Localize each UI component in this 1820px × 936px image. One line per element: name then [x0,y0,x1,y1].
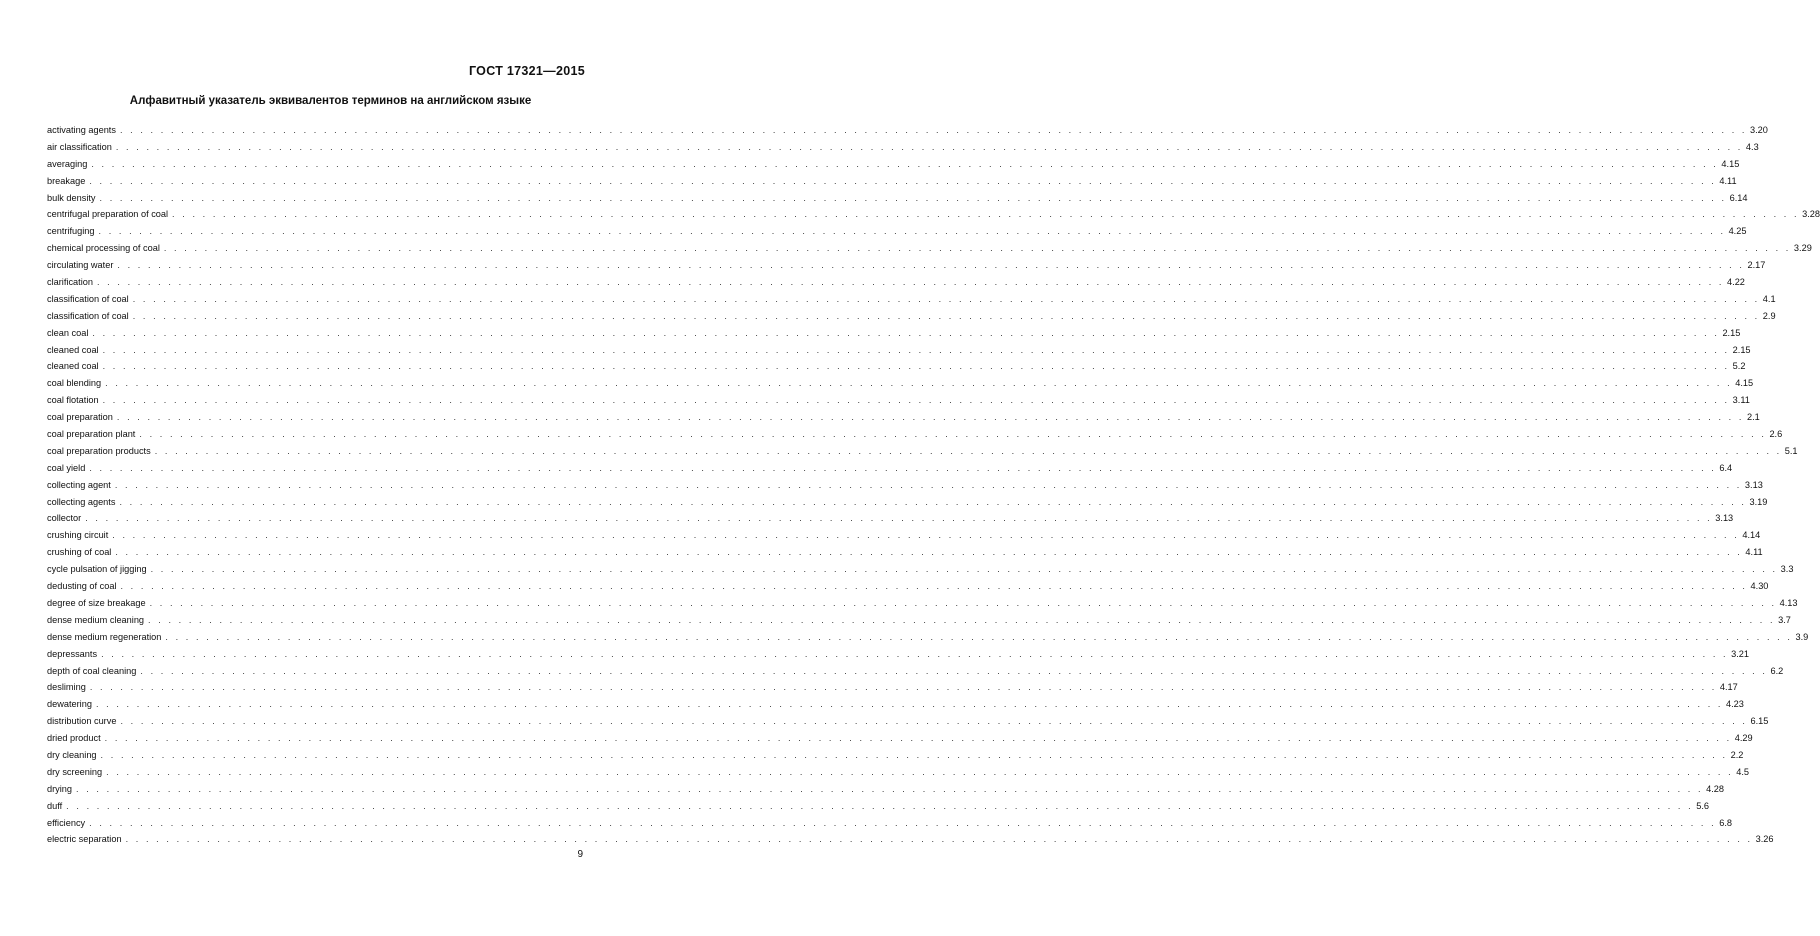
index-reference: 4.14 [1742,530,1761,541]
index-term: collector [47,513,82,524]
index-entry [47,831,1774,848]
index-reference: 5.1 [1784,445,1798,456]
index-term: distribution curve [47,716,117,727]
dot-leader: . . . . . . . . . . . . . . . . . . . . . . . . . . . . . . . . . . . . . . . . . . . . . . . . . . . . . . . . . . . . . . . . . . . . . . . . . . . . . . . . . . . . . . . . . . . . . . . . . . . . . . . . . . . . . . . . . . . . . . . . . . . . . . . . . . . . . . . . . . . . . . . . . . . . . . . . . . . . . . . . [104,733,1732,744]
dot-leader: . . . . . . . . . . . . . . . . . . . . . . . . . . . . . . . . . . . . . . . . . . . . . . . . . . . . . . . . . . . . . . . . . . . . . . . . . . . . . . . . . . . . . . . . . . . . . . . . . . . . . . . . . . . . . . . . . . . . . . . . . . . . . . . . . . . . . . . . . . . . . . . . . . . . . . . . . . . . . . . . [102,344,1730,355]
index-reference: 3.13 [1715,513,1734,524]
index-entry [47,561,1794,578]
index-term: dry screening [47,766,103,777]
index-entry [47,240,1812,257]
dot-leader: . . . . . . . . . . . . . . . . . . . . . . . . . . . . . . . . . . . . . . . . . . . . . . . . . . . . . . . . . . . . . . . . . . . . . . . . . . . . . . . . . . . . . . . . . . . . . . . . . . . . . . . . . . . . . . . . . . . . . . . . . . . . . . . . . . . . . . . . . . . . . . . . . . . . . . . . . . . . . . . . [102,361,1730,372]
index-reference: 6.15 [1750,716,1769,727]
index-reference: 2.2 [1730,749,1744,760]
dot-leader: . . . . . . . . . . . . . . . . . . . . . . . . . . . . . . . . . . . . . . . . . . . . . . . . . . . . . . . . . . . . . . . . . . . . . . . . . . . . . . . . . . . . . . . . . . . . . . . . . . . . . . . . . . . . . . . . . . . . . . . . . . . . . . . . . . . . . . . . . . . . . . . . . . . . . . . . . . . . . . . . [154,445,1782,456]
dot-leader: . . . . . . . . . . . . . . . . . . . . . . . . . . . . . . . . . . . . . . . . . . . . . . . . . . . . . . . . . . . . . . . . . . . . . . . . . . . . . . . . . . . . . . . . . . . . . . . . . . . . . . . . . . . . . . . . . . . . . . . . . . . . . . . . . . . . . . . . . . . . . . . . . . . . . . . . . . . . . . . . [89,175,1717,186]
term-index-list [47,122,1820,848]
index-term: chemical processing of coal [47,243,160,254]
index-term: efficiency [47,817,86,828]
index-term: cleaned coal [47,344,99,355]
index-reference: 2.15 [1722,327,1741,338]
index-reference: 3.20 [1750,125,1768,135]
index-entry [47,291,1776,308]
index-entry [47,612,1791,629]
index-entry [47,663,1784,680]
index-term: bulk density [47,192,96,203]
index-entry [47,122,1768,139]
index-term: breakage [47,175,86,186]
index-reference: 4.25 [1728,226,1747,237]
index-term: electric separation [47,834,122,845]
index-entry [47,392,1750,409]
index-entry [47,190,1748,207]
index-reference: 3.21 [1731,648,1750,659]
index-term: drying [47,783,73,794]
index-reference: 4.15 [1735,378,1754,389]
index-entry [47,747,1744,764]
dot-leader: . . . . . . . . . . . . . . . . . . . . . . . . . . . . . . . . . . . . . . . . . . . . . . . . . . . . . . . . . . . . . . . . . . . . . . . . . . . . . . . . . . . . . . . . . . . . . . . . . . . . . . . . . . . . . . . . . . . . . . . . . . . . . . . . . . . . . . . . . . . . . . . . . . . . . . . . . . . . . . . . [101,648,1729,659]
index-reference: 4.3 [1745,141,1759,152]
index-term: desliming [47,682,86,693]
index-reference: 4.28 [1706,783,1724,794]
dot-leader: . . . . . . . . . . . . . . . . . . . . . . . . . . . . . . . . . . . . . . . . . . . . . . . . . . . . . . . . . . . . . . . . . . . . . . . . . . . . . . . . . . . . . . . . . . . . . . . . . . . . . . . . . . . . . . . . . . . . . . . . . . . . . . . . . . . . . . . . . . . . . . . . . . . . . . . . . . . . . . . . [150,564,1778,575]
index-reference: 3.28 [1802,209,1820,220]
index-reference: 3.3 [1780,564,1794,575]
index-reference: 4.22 [1727,277,1745,288]
index-entry [47,494,1768,511]
index-entry [47,595,1798,612]
dot-leader: . . . . . . . . . . . . . . . . . . . . . . . . . . . . . . . . . . . . . . . . . . . . . . . . . . . . . . . . . . . . . . . . . . . . . . . . . . . . . . . . . . . . . . . . . . . . . . . . . . . . . . . . . . . . . . . . . . . . . . . . . . . . . . . . . . . . . . . . . . . . . . . . . . . . . . . . . . . . . . . . [172,209,1800,220]
dot-leader: . . . . . . . . . . . . . . . . . . . . . . . . . . . . . . . . . . . . . . . . . . . . . . . . . . . . . . . . . . . . . . . . . . . . . . . . . . . . . . . . . . . . . . . . . . . . . . . . . . . . . . . . . . . . . . . . . . . . . . . . . . . . . . . . . . . . . . . . . . . . . . . . . . . . . . . . . . . . . . . . [102,395,1730,406]
index-term: collecting agent [47,479,111,490]
index-reference: 3.29 [1793,243,1812,254]
index-term: coal preparation [47,412,113,423]
dot-leader: . . . . . . . . . . . . . . . . . . . . . . . . . . . . . . . . . . . . . . . . . . . . . . . . . . . . . . . . . . . . . . . . . . . . . . . . . . . . . . . . . . . . . . . . . . . . . . . . . . . . . . . . . . . . . . . . . . . . . . . . . . . . . . . . . . . . . . . . . . . . . . . . . . . . . . . . . . . . . . . . [165,631,1793,642]
index-term: dried product [47,733,101,744]
index-reference: 4.29 [1734,733,1753,744]
index-entry [47,696,1744,713]
index-entry [47,764,1749,781]
index-reference: 2.6 [1769,429,1783,440]
index-entry [47,798,1710,815]
index-entry [47,443,1798,460]
index-reference: 3.13 [1744,479,1763,490]
dot-leader: . . . . . . . . . . . . . . . . . . . . . . . . . . . . . . . . . . . . . . . . . . . . . . . . . . . . . . . . . . . . . . . . . . . . . . . . . . . . . . . . . . . . . . . . . . . . . . . . . . . . . . . . . . . . . . . . . . . . . . . . . . . . . . . . . . . . . . . . . . . . . . . . . . . . . . . . . . . . . . . . [115,547,1743,558]
dot-leader: . . . . . . . . . . . . . . . . . . . . . . . . . . . . . . . . . . . . . . . . . . . . . . . . . . . . . . . . . . . . . . . . . . . . . . . . . . . . . . . . . . . . . . . . . . . . . . . . . . . . . . . . . . . . . . . . . . . . . . . . . . . . . . . . . . . . . . . . . . . . . . . . . . . . . . . . . . . . . . . . [119,125,1748,135]
index-entry [47,342,1751,359]
index-term: depressants [47,648,98,659]
index-entry [47,426,1783,443]
index-reference: 6.14 [1729,192,1748,203]
index-reference: 3.19 [1749,496,1768,507]
dot-leader: . . . . . . . . . . . . . . . . . . . . . . . . . . . . . . . . . . . . . . . . . . . . . . . . . . . . . . . . . . . . . . . . . . . . . . . . . . . . . . . . . . . . . . . . . . . . . . . . . . . . . . . . . . . . . . . . . . . . . . . . . . . . . . . . . . . . . . . . . . . . . . . . . . . . . . . . . . . . . . . . [149,597,1777,608]
dot-leader: . . . . . . . . . . . . . . . . . . . . . . . . . . . . . . . . . . . . . . . . . . . . . . . . . . . . . . . . . . . . . . . . . . . . . . . . . . . . . . . . . . . . . . . . . . . . . . . . . . . . . . . . . . . . . . . . . . . . . . . . . . . . . . . . . . . . . . . . . . . . . . . . . . . . . . . . . . . . . . . . [120,716,1748,727]
index-entry [47,460,1733,477]
index-term: collecting agents [47,496,116,507]
index-entry [47,274,1745,291]
index-entry [47,544,1763,561]
dot-leader: . . . . . . . . . . . . . . . . . . . . . . . . . . . . . . . . . . . . . . . . . . . . . . . . . . . . . . . . . . . . . . . . . . . . . . . . . . . . . . . . . . . . . . . . . . . . . . . . . . . . . . . . . . . . . . . . . . . . . . . . . . . . . . . . . . . . . . . . . . . . . . . . . . . . . . . . . . . . . . . . [115,141,1743,152]
page-number: 9 [577,849,583,860]
index-reference: 4.5 [1736,766,1749,777]
index-term: coal preparation plant [47,429,136,440]
dot-leader: . . . . . . . . . . . . . . . . . . . . . . . . . . . . . . . . . . . . . . . . . . . . . . . . . . . . . . . . . . . . . . . . . . . . . . . . . . . . . . . . . . . . . . . . . . . . . . . . . . . . . . . . . . . . . . . . . . . . . . . . . . . . . . . . . . . . . . . . . . . . . . . . . . . . . . . . . . . . . . . . [76,783,1704,794]
index-reference: 4.11 [1719,175,1737,186]
index-term: cycle pulsation of jigging [47,564,147,575]
dot-leader: . . . . . . . . . . . . . . . . . . . . . . . . . . . . . . . . . . . . . . . . . . . . . . . . . . . . . . . . . . . . . . . . . . . . . . . . . . . . . . . . . . . . . . . . . . . . . . . . . . . . . . . . . . . . . . . . . . . . . . . . . . . . . . . . . . . . . . . . . . . . . . . . . . . . . . . . . . . . . . . . [139,429,1767,440]
index-reference: 2.1 [1746,412,1760,423]
dot-leader: . . . . . . . . . . . . . . . . . . . . . . . . . . . . . . . . . . . . . . . . . . . . . . . . . . . . . . . . . . . . . . . . . . . . . . . . . . . . . . . . . . . . . . . . . . . . . . . . . . . . . . . . . . . . . . . . . . . . . . . . . . . . . . . . . . . . . . . . . . . . . . . . . . . . . . . . . . . . . . . . [85,513,1713,524]
dot-leader: . . . . . . . . . . . . . . . . . . . . . . . . . . . . . . . . . . . . . . . . . . . . . . . . . . . . . . . . . . . . . . . . . . . . . . . . . . . . . . . . . . . . . . . . . . . . . . . . . . . . . . . . . . . . . . . . . . . . . . . . . . . . . . . . . . . . . . . . . . . . . . . . . . . . . . . . . . . . . . . . [125,834,1753,845]
dot-leader: . . . . . . . . . . . . . . . . . . . . . . . . . . . . . . . . . . . . . . . . . . . . . . . . . . . . . . . . . . . . . . . . . . . . . . . . . . . . . . . . . . . . . . . . . . . . . . . . . . . . . . . . . . . . . . . . . . . . . . . . . . . . . . . . . . . . . . . . . . . . . . . . . . . . . . . . . . . . . . . . [89,682,1717,693]
index-entry [47,578,1769,595]
index-term: cleaned coal [47,361,99,372]
index-reference: 4.17 [1719,682,1738,693]
index-title: Алфавитный указатель эквивалентов терминов на английском языке [129,95,532,107]
dot-leader: . . . . . . . . . . . . . . . . . . . . . . . . . . . . . . . . . . . . . . . . . . . . . . . . . . . . . . . . . . . . . . . . . . . . . . . . . . . . . . . . . . . . . . . . . . . . . . . . . . . . . . . . . . . . . . . . . . . . . . . . . . . . . . . . . . . . . . . . . . . . . . . . . . . . . . . . . . . . . . . . [132,293,1760,304]
index-term: classification of coal [47,293,129,304]
dot-leader: . . . . . . . . . . . . . . . . . . . . . . . . . . . . . . . . . . . . . . . . . . . . . . . . . . . . . . . . . . . . . . . . . . . . . . . . . . . . . . . . . . . . . . . . . . . . . . . . . . . . . . . . . . . . . . . . . . . . . . . . . . . . . . . . . . . . . . . . . . . . . . . . . . . . . . . . . . . . . . . . [92,327,1720,338]
index-entry [47,223,1747,240]
index-entry [47,257,1766,274]
index-entry [47,629,1809,646]
index-entry [47,325,1741,342]
index-entry [47,139,1759,156]
dot-leader: . . . . . . . . . . . . . . . . . . . . . . . . . . . . . . . . . . . . . . . . . . . . . . . . . . . . . . . . . . . . . . . . . . . . . . . . . . . . . . . . . . . . . . . . . . . . . . . . . . . . . . . . . . . . . . . . . . . . . . . . . . . . . . . . . . . . . . . . . . . . . . . . . . . . . . . . . . . . . . . . [96,277,1725,288]
dot-leader: . . . . . . . . . . . . . . . . . . . . . . . . . . . . . . . . . . . . . . . . . . . . . . . . . . . . . . . . . . . . . . . . . . . . . . . . . . . . . . . . . . . . . . . . . . . . . . . . . . . . . . . . . . . . . . . . . . . . . . . . . . . . . . . . . . . . . . . . . . . . . . . . . . . . . . . . . . . . . . . . [66,800,1694,811]
index-term: centrifugal preparation of coal [47,209,169,220]
index-reference: 6.2 [1770,665,1784,676]
index-term: dedusting of coal [47,581,117,592]
index-term: circulating water [47,260,114,271]
index-reference: 5.6 [1696,800,1710,811]
index-term: crushing of coal [47,547,112,558]
index-entry [47,510,1734,527]
index-entry [47,730,1753,747]
dot-leader: . . . . . . . . . . . . . . . . . . . . . . . . . . . . . . . . . . . . . . . . . . . . . . . . . . . . . . . . . . . . . . . . . . . . . . . . . . . . . . . . . . . . . . . . . . . . . . . . . . . . . . . . . . . . . . . . . . . . . . . . . . . . . . . . . . . . . . . . . . . . . . . . . . . . . . . . . . . . . . . . [163,243,1791,254]
index-reference: 2.15 [1732,344,1751,355]
index-entry [47,477,1763,494]
index-term: classification of coal [47,310,129,321]
index-reference: 2.17 [1747,260,1766,271]
index-term: coal yield [47,462,86,473]
index-entry [47,206,1820,223]
dot-leader: . . . . . . . . . . . . . . . . . . . . . . . . . . . . . . . . . . . . . . . . . . . . . . . . . . . . . . . . . . . . . . . . . . . . . . . . . . . . . . . . . . . . . . . . . . . . . . . . . . . . . . . . . . . . . . . . . . . . . . . . . . . . . . . . . . . . . . . . . . . . . . . . . . . . . . . . . . . . . . . . [112,530,1740,541]
index-reference: 6.8 [1719,817,1732,828]
index-term: coal flotation [47,395,99,406]
index-reference: 6.4 [1719,462,1733,473]
index-reference: 3.9 [1795,631,1809,642]
index-term: depth of coal cleaning [47,665,137,676]
index-reference: 4.13 [1779,597,1798,608]
index-reference: 4.11 [1745,547,1763,558]
dot-leader: . . . . . . . . . . . . . . . . . . . . . . . . . . . . . . . . . . . . . . . . . . . . . . . . . . . . . . . . . . . . . . . . . . . . . . . . . . . . . . . . . . . . . . . . . . . . . . . . . . . . . . . . . . . . . . . . . . . . . . . . . . . . . . . . . . . . . . . . . . . . . . . . . . . . . . . . . . . . . . . . [117,260,1745,271]
dot-leader: . . . . . . . . . . . . . . . . . . . . . . . . . . . . . . . . . . . . . . . . . . . . . . . . . . . . . . . . . . . . . . . . . . . . . . . . . . . . . . . . . . . . . . . . . . . . . . . . . . . . . . . . . . . . . . . . . . . . . . . . . . . . . . . . . . . . . . . . . . . . . . . . . . . . . . . . . . . . . . . . [148,614,1776,625]
dot-leader: . . . . . . . . . . . . . . . . . . . . . . . . . . . . . . . . . . . . . . . . . . . . . . . . . . . . . . . . . . . . . . . . . . . . . . . . . . . . . . . . . . . . . . . . . . . . . . . . . . . . . . . . . . . . . . . . . . . . . . . . . . . . . . . . . . . . . . . . . . . . . . . . . . . . . . . . . . . . . . . . [98,226,1726,237]
index-reference: 4.1 [1762,293,1776,304]
index-term: dry cleaning [47,749,97,760]
index-entry [47,713,1769,730]
index-reference: 4.30 [1750,581,1769,592]
index-entry [47,156,1740,173]
index-term: crushing circuit [47,530,109,541]
dot-leader: . . . . . . . . . . . . . . . . . . . . . . . . . . . . . . . . . . . . . . . . . . . . . . . . . . . . . . . . . . . . . . . . . . . . . . . . . . . . . . . . . . . . . . . . . . . . . . . . . . . . . . . . . . . . . . . . . . . . . . . . . . . . . . . . . . . . . . . . . . . . . . . . . . . . . . . . . . . . . . . . [120,581,1748,592]
index-term: duff [47,800,63,811]
index-term: clean coal [47,327,89,338]
index-entry [47,358,1746,375]
index-term: dense medium regeneration [47,631,162,642]
index-term: clarification [47,277,93,288]
dot-leader: . . . . . . . . . . . . . . . . . . . . . . . . . . . . . . . . . . . . . . . . . . . . . . . . . . . . . . . . . . . . . . . . . . . . . . . . . . . . . . . . . . . . . . . . . . . . . . . . . . . . . . . . . . . . . . . . . . . . . . . . . . . . . . . . . . . . . . . . . . . . . . . . . . . . . . . . . . . . . . . . [89,462,1717,473]
index-term: degree of size breakage [47,597,146,608]
dot-leader: . . . . . . . . . . . . . . . . . . . . . . . . . . . . . . . . . . . . . . . . . . . . . . . . . . . . . . . . . . . . . . . . . . . . . . . . . . . . . . . . . . . . . . . . . . . . . . . . . . . . . . . . . . . . . . . . . . . . . . . . . . . . . . . . . . . . . . . . . . . . . . . . . . . . . . . . . . . . . . . . [132,310,1760,321]
index-term: activating agents [47,125,116,135]
dot-leader: . . . . . . . . . . . . . . . . . . . . . . . . . . . . . . . . . . . . . . . . . . . . . . . . . . . . . . . . . . . . . . . . . . . . . . . . . . . . . . . . . . . . . . . . . . . . . . . . . . . . . . . . . . . . . . . . . . . . . . . . . . . . . . . . . . . . . . . . . . . . . . . . . . . . . . . . . . . . . . . . [100,749,1728,760]
index-reference: 5.2 [1732,361,1746,372]
index-reference: 4.23 [1726,699,1744,710]
index-entry [47,679,1738,696]
index-entry [47,409,1760,426]
index-entry [47,781,1724,798]
index-term: coal preparation products [47,445,151,456]
dot-leader: . . . . . . . . . . . . . . . . . . . . . . . . . . . . . . . . . . . . . . . . . . . . . . . . . . . . . . . . . . . . . . . . . . . . . . . . . . . . . . . . . . . . . . . . . . . . . . . . . . . . . . . . . . . . . . . . . . . . . . . . . . . . . . . . . . . . . . . . . . . . . . . . . . . . . . . . . . . . . . . . [116,412,1744,423]
dot-leader: . . . . . . . . . . . . . . . . . . . . . . . . . . . . . . . . . . . . . . . . . . . . . . . . . . . . . . . . . . . . . . . . . . . . . . . . . . . . . . . . . . . . . . . . . . . . . . . . . . . . . . . . . . . . . . . . . . . . . . . . . . . . . . . . . . . . . . . . . . . . . . . . . . . . . . . . . . . . . . . . [105,378,1733,389]
index-entry [47,308,1776,325]
dot-leader: . . . . . . . . . . . . . . . . . . . . . . . . . . . . . . . . . . . . . . . . . . . . . . . . . . . . . . . . . . . . . . . . . . . . . . . . . . . . . . . . . . . . . . . . . . . . . . . . . . . . . . . . . . . . . . . . . . . . . . . . . . . . . . . . . . . . . . . . . . . . . . . . . . . . . . . . . . . . . . . . [95,699,1724,710]
index-term: dewatering [47,699,92,710]
dot-leader: . . . . . . . . . . . . . . . . . . . . . . . . . . . . . . . . . . . . . . . . . . . . . . . . . . . . . . . . . . . . . . . . . . . . . . . . . . . . . . . . . . . . . . . . . . . . . . . . . . . . . . . . . . . . . . . . . . . . . . . . . . . . . . . . . . . . . . . . . . . . . . . . . . . . . . . . . . . . . . . . [89,817,1717,828]
index-term: dense medium cleaning [47,614,145,625]
index-entry [47,173,1737,190]
dot-leader: . . . . . . . . . . . . . . . . . . . . . . . . . . . . . . . . . . . . . . . . . . . . . . . . . . . . . . . . . . . . . . . . . . . . . . . . . . . . . . . . . . . . . . . . . . . . . . . . . . . . . . . . . . . . . . . . . . . . . . . . . . . . . . . . . . . . . . . . . . . . . . . . . . . . . . . . . . . . . . . . [91,158,1719,169]
dot-leader: . . . . . . . . . . . . . . . . . . . . . . . . . . . . . . . . . . . . . . . . . . . . . . . . . . . . . . . . . . . . . . . . . . . . . . . . . . . . . . . . . . . . . . . . . . . . . . . . . . . . . . . . . . . . . . . . . . . . . . . . . . . . . . . . . . . . . . . . . . . . . . . . . . . . . . . . . . . . . . . . [119,496,1747,507]
dot-leader: . . . . . . . . . . . . . . . . . . . . . . . . . . . . . . . . . . . . . . . . . . . . . . . . . . . . . . . . . . . . . . . . . . . . . . . . . . . . . . . . . . . . . . . . . . . . . . . . . . . . . . . . . . . . . . . . . . . . . . . . . . . . . . . . . . . . . . . . . . . . . . . . . . . . . . . . . . . . . . . . [114,479,1742,490]
dot-leader: . . . . . . . . . . . . . . . . . . . . . . . . . . . . . . . . . . . . . . . . . . . . . . . . . . . . . . . . . . . . . . . . . . . . . . . . . . . . . . . . . . . . . . . . . . . . . . . . . . . . . . . . . . . . . . . . . . . . . . . . . . . . . . . . . . . . . . . . . . . . . . . . . . . . . . . . . . . . . . . . [106,766,1734,777]
index-entry [47,646,1750,663]
index-term: air classification [47,141,112,152]
index-reference: 3.7 [1778,614,1791,625]
document-code: ГОСТ 17321—2015 [468,64,585,78]
index-term: coal blending [47,378,102,389]
index-reference: 2.9 [1762,310,1776,321]
index-reference: 4.15 [1721,158,1740,169]
index-entry [47,375,1754,392]
index-reference: 3.11 [1732,395,1750,406]
dot-leader: . . . . . . . . . . . . . . . . . . . . . . . . . . . . . . . . . . . . . . . . . . . . . . . . . . . . . . . . . . . . . . . . . . . . . . . . . . . . . . . . . . . . . . . . . . . . . . . . . . . . . . . . . . . . . . . . . . . . . . . . . . . . . . . . . . . . . . . . . . . . . . . . . . . . . . . . . . . . . . . . [140,665,1768,676]
index-entry [47,527,1761,544]
dot-leader: . . . . . . . . . . . . . . . . . . . . . . . . . . . . . . . . . . . . . . . . . . . . . . . . . . . . . . . . . . . . . . . . . . . . . . . . . . . . . . . . . . . . . . . . . . . . . . . . . . . . . . . . . . . . . . . . . . . . . . . . . . . . . . . . . . . . . . . . . . . . . . . . . . . . . . . . . . . . . . . . [99,192,1727,203]
index-term: averaging [47,158,88,169]
index-entry [47,815,1732,832]
index-reference: 3.26 [1755,834,1774,845]
index-term: centrifuging [47,226,95,237]
